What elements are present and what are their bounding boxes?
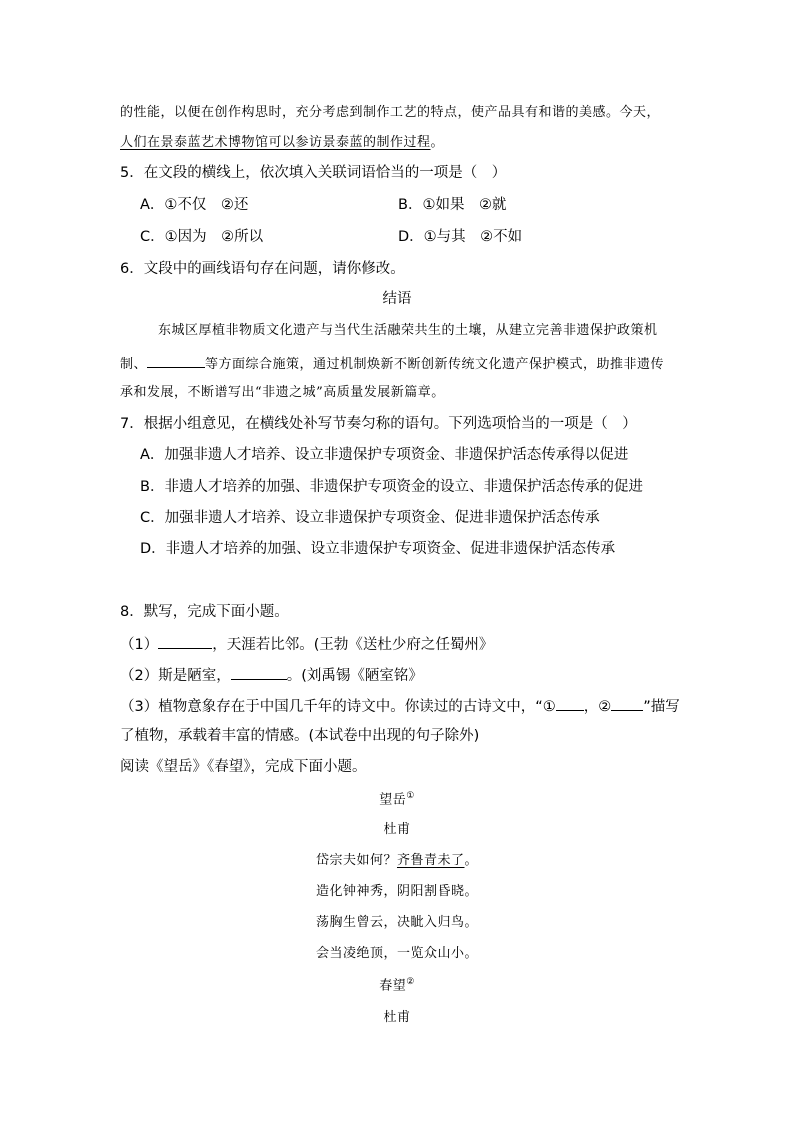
conclusion-line-2: 制、 等方面综合施策，通过机制焕新不断创新传统文化遗产保护模式，助推非遗传 [120, 357, 665, 372]
conclusion-line-1: 东城区厚植非物质文化遗产与当代生活融荣共生的土壤，从建立完善非遗保护政策机 [158, 323, 658, 338]
q7-option-a[interactable]: A．加强非遗人才培养、设立非遗保护专项资金、非遗保护活态传承得以促进 [140, 447, 629, 463]
q7-stem: 7．根据小组意见，在横线处补写节奏匀称的语句。下列选项恰当的一项是（ ） [120, 416, 637, 432]
q7-option-b[interactable]: B．非遗人才培养的加强、非遗保护专项资金的设立、非遗保护活态传承的促进 [140, 479, 643, 495]
q8-sub-3-line-2: 了植物，承载着丰富的情感。(本试卷中出现的句子除外) [120, 728, 480, 744]
reading-instruction: 阅读《望岳》《春望》，完成下面小题。 [120, 759, 367, 775]
footnote-mark-1: ① [406, 791, 415, 801]
q5-option-c[interactable]: C．①因为 ②所以 [140, 229, 264, 245]
passage-line-2 [120, 136, 444, 149]
q5-option-d[interactable]: D．①与其 ②不如 [398, 229, 523, 245]
conclusion-line-3: 承和发展，不断谱写出“非遗之城”高质量发展新篇章。 [120, 385, 445, 400]
fill-blank [147, 355, 205, 368]
poem1-line-4: 会当凌绝顶，一览众山小。 [315, 946, 478, 961]
poem1-title: 望岳① [379, 791, 415, 808]
q8-sub-3-line-1: （3）植物意象存在于中国几千年的诗文中。你读过的古诗文中，“① ，② ”描写 [120, 699, 680, 715]
q5-stem: 5．在文段的横线上，依次填入关联词语恰当的一项是（ ） [120, 165, 507, 181]
answer-blank-3a[interactable] [556, 698, 584, 711]
poem2-title: 春望② [379, 977, 415, 994]
q5-option-a[interactable]: A．①不仅 ②还 [140, 197, 249, 213]
answer-blank-2[interactable] [231, 667, 287, 680]
q8-sub-2: （2）斯是陋室， 。(刘禹锡《陋室铭》 [120, 668, 423, 684]
q7-option-d[interactable]: D．非遗人才培养的加强、设立非遗保护专项资金、促进非遗保护活态传承 [140, 541, 616, 557]
poem1-line-2: 造化钟神秀，阴阳割昏晓。 [315, 884, 478, 899]
q5-option-b[interactable]: B．①如果 ②就 [398, 197, 507, 213]
q7-option-c[interactable]: C．加强非遗人才培养、设立非遗保护专项资金、促进非遗保护活态传承 [140, 510, 600, 526]
q8-stem: 8．默写，完成下面小题。 [120, 604, 289, 620]
poem1-underlined-phrase: 齐鲁青未了 [396, 853, 465, 868]
poem1-line-3: 荡胸生曾云，决眦入归鸟。 [315, 915, 478, 930]
underlined-sentence: 人们在景泰蓝艺术博物馆可以参访景泰蓝的制作过程 [120, 135, 431, 150]
poem1-author: 杜甫 [383, 822, 411, 837]
footnote-mark-2: ② [406, 977, 415, 987]
passage-line-2-end: 。 [430, 135, 445, 150]
poem1-line-1: 岱宗夫如何？齐鲁青未了。 [315, 853, 479, 868]
conclusion-heading: 结语 [382, 291, 412, 307]
answer-blank-1[interactable] [158, 636, 212, 649]
answer-blank-3b[interactable] [611, 698, 643, 711]
poem2-author: 杜甫 [383, 1010, 411, 1025]
q6-stem: 6．文段中的画线语句存在问题，请你修改。 [120, 261, 405, 277]
q8-sub-1: （1） ，天涯若比邻。(王勃《送杜少府之任蜀州》 [120, 637, 494, 653]
passage-line-1: 的性能，以便在创作构思时，充分考虑到制作工艺的特点，使产品具有和谐的美感。今天， [120, 105, 661, 120]
